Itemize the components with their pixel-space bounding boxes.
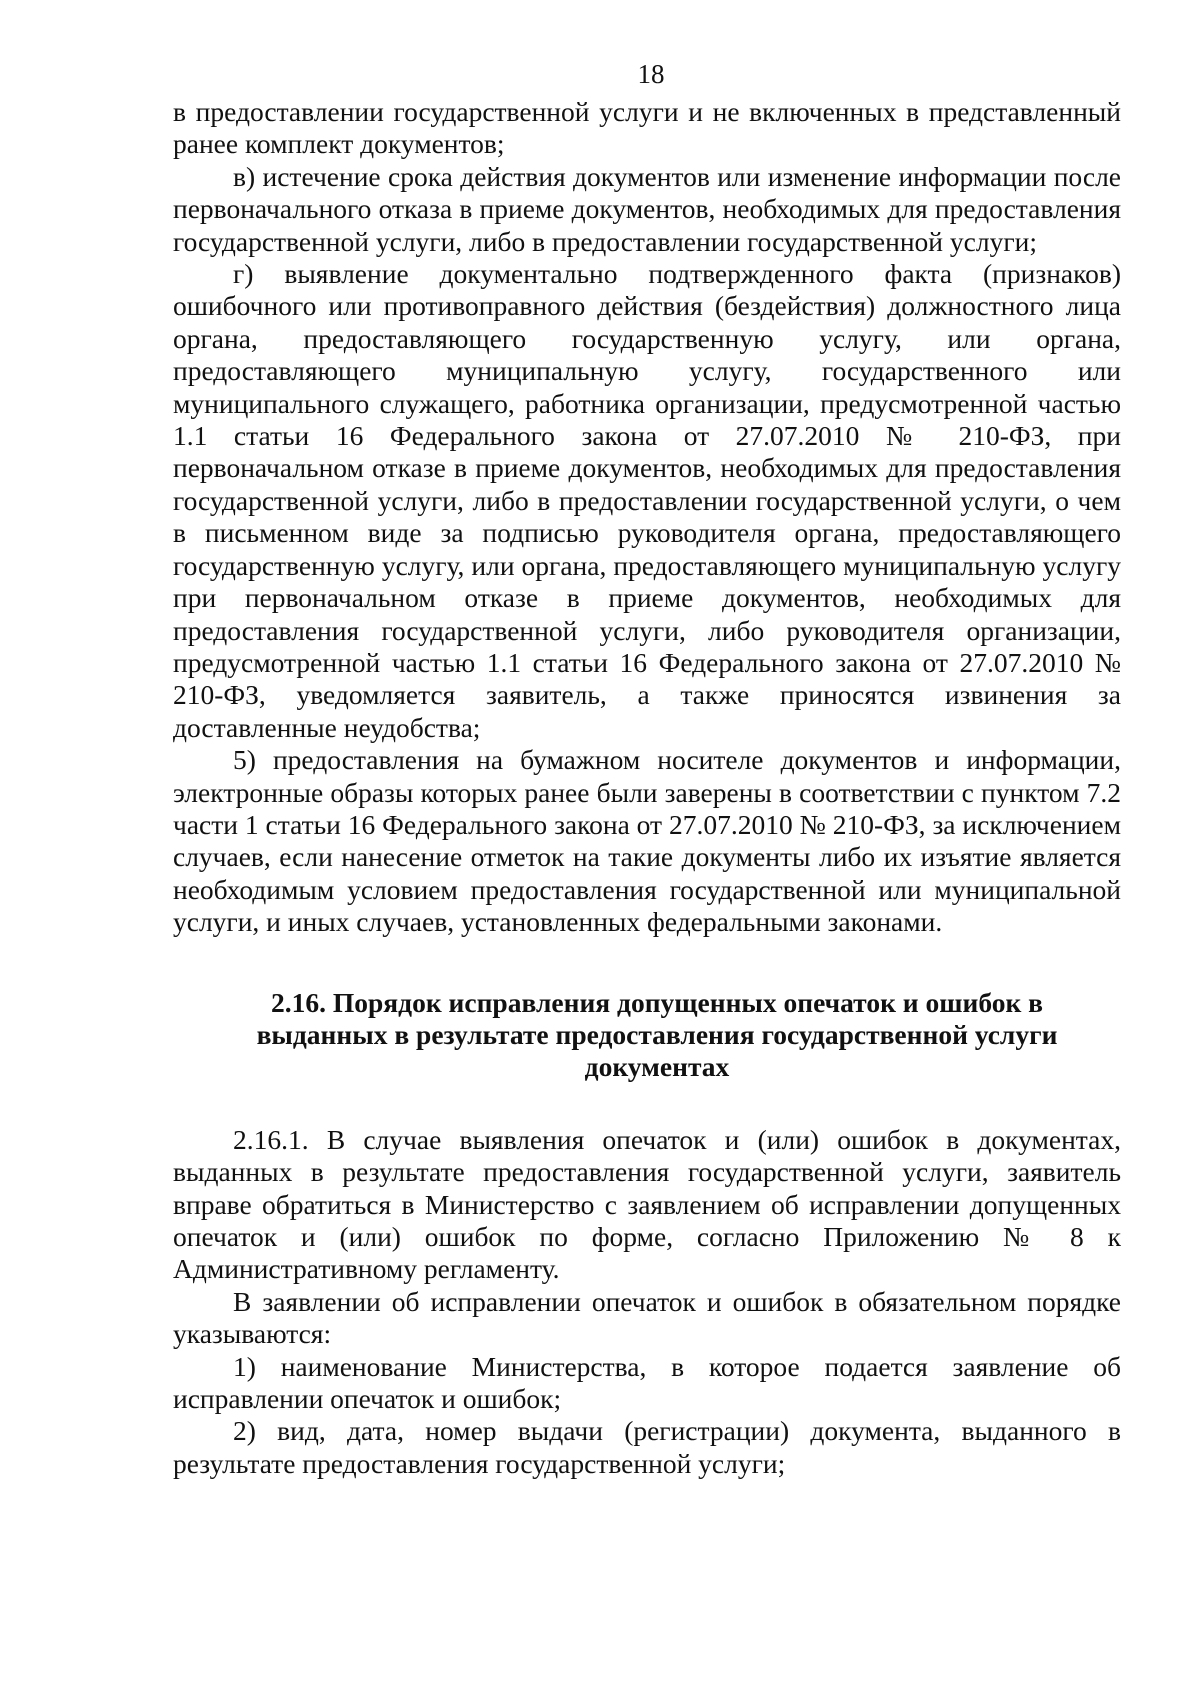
section-title: 2.16. Порядок исправления допущенных опечаток и ошибок в выданных в результате предоставления государственной услуги документах bbox=[256, 986, 1058, 1083]
paragraph-item-5: 5) предоставления на бумажном носителе документов и информации, электронные образы которых ранее были заверены в соответствии с пунктом 7.2 части 1 статьи 16 Федерального закона от 27.07.2010 № 210-ФЗ, за исключением случаев, если нанесение отметок на такие документы либо их изъятие является необходимым условием предоставления государственной или муниципальной услуги, и иных случаев, установленных федеральными законами. bbox=[173, 744, 1121, 938]
page-number: 18 bbox=[637, 59, 665, 89]
paragraph-item-2: 2) вид, дата, номер выдачи (регистрации) документа, выданного в результате предоставления государственной услуги; bbox=[173, 1415, 1121, 1479]
document-page bbox=[173, 52, 1121, 1480]
section-paragraphs bbox=[173, 1124, 1121, 1480]
paragraph-item-g: г) выявление документально подтвержденного факта (признаков) ошибочного или противоправного действия (бездействия) должностного лица органа, предоставляющего государственную услугу, или органа, предоставляющего муниципальную услугу, государственного или муниципального служащего, работника организации, предусмотренной частью 1.1 статьи 16 Федерального закона от 27.07.2010 № 210-ФЗ, при первоначальном отказе в приеме документов, необходимых для предоставления государственной услуги, либо в предоставлении государственной услуги, о чем в письменном виде за подписью руководителя органа, предоставляющего государственную услугу, или органа, предоставляющего муниципальную услугу при первоначальном отказе в приеме документов, необходимых для предоставления государственной услуги, либо руководителя организации, предусмотренной частью 1.1 статьи 16 Федерального закона от 27.07.2010 № 210-ФЗ, уведомляется заявитель, а также приносятся извинения за доставленные неудобства; bbox=[173, 258, 1121, 743]
paragraph-item-1: 1) наименование Министерства, в которое подается заявление об исправлении опечаток и ошибок; bbox=[173, 1350, 1121, 1415]
top-paragraphs bbox=[173, 96, 1121, 939]
paragraph-continuation: в предоставлении государственной услуги и не включенных в представленный ранее комплект документов; bbox=[173, 96, 1121, 160]
paragraph-2-16-1: 2.16.1. В случае выявления опечаток и (или) ошибок в документах, выданных в результате предоставления государственной услуги, заявитель вправе обратиться в Министерство с заявлением об исправлении допущенных опечаток и (или) ошибок по форме, согласно Приложению № 8 к Административному регламенту. bbox=[173, 1123, 1121, 1285]
paragraph-statement-intro: В заявлении об исправлении опечаток и ошибок в обязательном порядке указываются: bbox=[173, 1285, 1121, 1350]
paragraph-item-v: в) истечение срока действия документов или изменение информации после первоначального отказа в приеме документов, необходимых для предоставления государственной услуги, либо в предоставлении государственной услуги; bbox=[173, 160, 1121, 257]
